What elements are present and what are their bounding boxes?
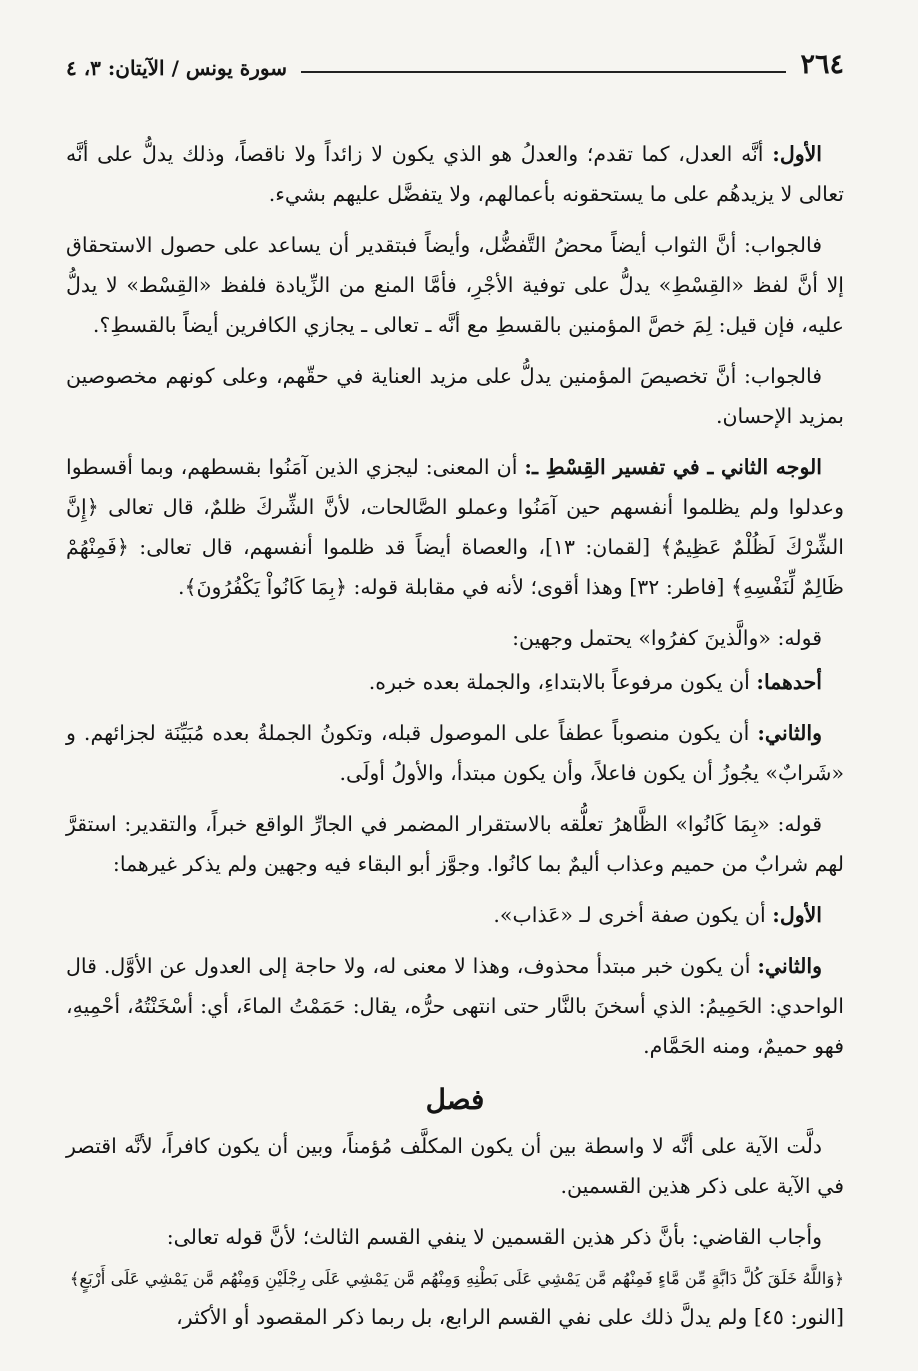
paragraph-text: أنَّه العدل، كما تقدم؛ والعدلُ هو الذي يكون لا زائداً ولا ناقصاً، وذلك يدلُّ على أنَّه تعالى لا يزيدهُم على ما يستحقونه بأعمالهم، ولا يتفضَّل عليهم بشيء. (66, 142, 844, 206)
paragraph-text: أن يكون مرفوعاً بالابتداءِ، والجملة بعده خبره. (368, 670, 757, 694)
paragraph-lead: أحدهما: (756, 670, 822, 694)
paragraph (66, 804, 844, 884)
paragraph-text: أن يكون خبر مبتدأ محذوف، وهذا لا معنى له، ولا حاجة إلى العدول عن الأوَّل. قال الواحدي: الحَمِيمُ: الذي أسخنَ بالنَّار حتى انتهى حرُّه، يقال: حَمَمْتُ الماءَ، أي: أسْخَنْتُهُ، أحْمِيهِ، فهو حميمٌ، ومنه الحَمَّام. (66, 954, 844, 1058)
paragraph-lead: الأول: (772, 142, 822, 166)
page-header (66, 30, 844, 78)
paragraph-lead: الوجه الثاني ـ في تفسير القِسْطِ ـ: (524, 455, 822, 479)
paragraph (66, 895, 844, 935)
paragraph-text: دلَّت الآية على أنَّه لا واسطة بين أن يكون المكلَّف مُؤمناً، وبين أن يكون كافراً، لأنَّه اقتصر في الآية على ذكر هذين القسمين. (66, 1134, 844, 1198)
paragraph-text: فالجواب: أنَّ الثواب أيضاً محضُ التَّفضُّل، وأيضاً فبتقدير أن يساعد على حصول الاستحقاق إلا أنَّ لفظ «القِسْطِ» يدلُّ على توفية الأجْرِ، فأمَّا المنع من الزِّيادة فلفظ «القِسْط» لا يدلُّ عليه، فإن قيل: لِمَ خصَّ المؤمنين بالقسطِ مع أنَّه ـ تعالى ـ يجازي الكافرين أيضاً بالقسطِ؟. (66, 233, 844, 337)
paragraph (66, 134, 844, 214)
paragraph-lead: والثاني: (757, 721, 822, 745)
paragraph (66, 662, 844, 702)
page-body (66, 134, 844, 1337)
paragraph-lead: الأول: (772, 903, 822, 927)
paragraph-text: فالجواب: أنَّ تخصيصَ المؤمنين يدلُّ على مزيد العناية في حقّهم، وعلى كونهم مخصوصين بمزيد الإحسان. (66, 364, 844, 428)
paragraph-text: أن يكون صفة أخرى لـ «عَذاب». (493, 903, 773, 927)
paragraph (66, 618, 844, 658)
paragraph-lead: والثاني: (757, 954, 822, 978)
paragraph-text: قوله: «بِمَا كَانُوا» الظَّاهرُ تعلُّقه بالاستقرار المضمر في الجارِّ الواقع خبراً، والتقدير: استقرَّ لهم شرابٌ من حميم وعذاب أليمٌ بما كانُوا. وجوَّز أبو البقاء فيه وجهين ولم يذكر غيرهما: (66, 812, 844, 876)
page-number: ٢٦٤ (800, 49, 844, 80)
paragraph (66, 447, 844, 607)
paragraph (66, 1217, 844, 1257)
paragraph-text: أن يكون منصوباً عطفاً على الموصول قبله، وتكونُ الجملةُ بعده مُبَيِّنَة لجزائهم. و «شَرابٌ» يجُوزُ أن يكون فاعلاً، وأن يكون مبتدأ، والأولُ أولَى. (66, 721, 844, 785)
quran-verse: ﴿وَاللَّهُ خَلَقَ كُلَّ دَابَّةٍ مِّن مَّاءٍ فَمِنْهُم مَّن يَمْشِي عَلَى بَطْنِهِ وَمِنْهُم مَّن يَمْشِي عَلَى رِجْلَيْنِ وَمِنْهُم مَّن يَمْشِي عَلَى أَرْبَعٍ﴾ (69, 1269, 844, 1288)
paragraph-text: قوله: «والَّذينَ كفرُوا» يحتمل وجهين: (512, 626, 822, 650)
section-heading: فصل (425, 1083, 485, 1116)
paragraph (66, 946, 844, 1066)
paragraph (66, 225, 844, 345)
surah-title: سورة يونس / الآيتان: ٣، ٤ (66, 56, 287, 80)
paragraph (66, 356, 844, 436)
paragraph-text: أن المعنى: ليجزي الذين آمَنُوا بقسطهم، وبما أقسطوا وعدلوا ولم يظلموا أنفسهم حين آمَنُوا وعملو الصَّالحات، لأنَّ الشِّركَ ظلمٌ، قال تعالى ﴿إِنَّ الشِّرْكَ لَظُلْمٌ عَظِيمٌ﴾ [لقمان: ١٣]، والعصاة أيضاً قد ظلموا أنفسهم، قال تعالى: ﴿فَمِنْهُمْ ظَالِمٌ لِّنَفْسِهِ﴾ [فاطر: ٣٢] وهذا أقوى؛ لأنه في مقابلة قوله: ﴿بِمَا كَانُواْ يَكْفُرُونَ﴾. (66, 455, 844, 599)
paragraph-text: وأجاب القاضي: بأنَّ ذكر هذين القسمين لا ينفي القسم الثالث؛ لأنَّ قوله تعالى: (166, 1225, 822, 1249)
paragraph (66, 713, 844, 793)
header-rule (301, 71, 786, 73)
paragraph-closing: [النور: ٤٥] ولم يدلَّ ذلك على نفي القسم الرابع، بل ربما ذكر المقصود أو الأكثر، (176, 1305, 844, 1329)
paragraph (66, 1126, 844, 1206)
